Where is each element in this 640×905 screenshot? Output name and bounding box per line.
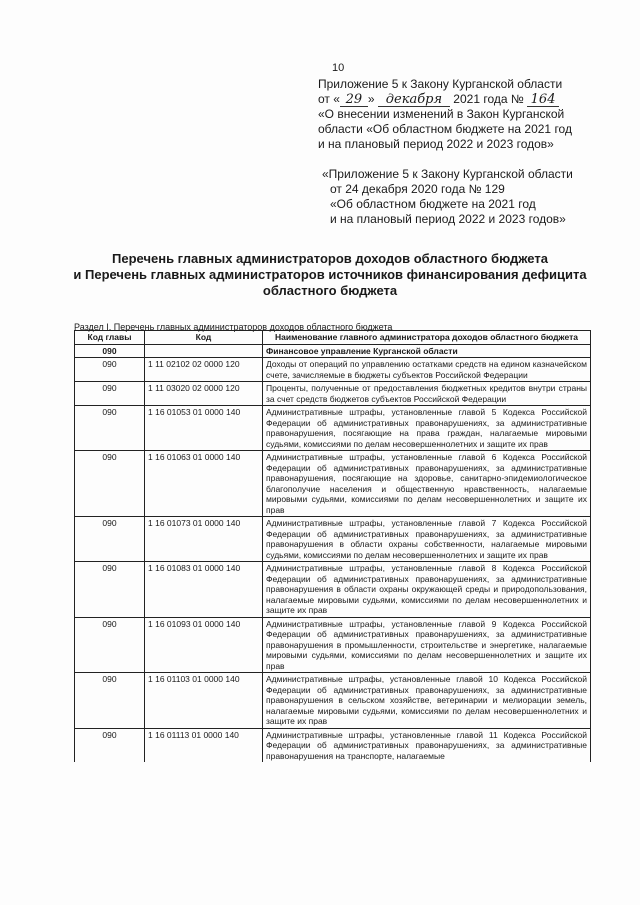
cell-chapter: 090 xyxy=(75,673,145,729)
table-row xyxy=(75,344,591,358)
cell-code: 1 16 01093 01 0000 140 xyxy=(145,617,263,673)
title-line-1: Перечень главных администраторов доходов областного бюджета xyxy=(112,251,548,266)
handwritten-month: декабря xyxy=(378,94,450,107)
cell-name: Административные штрафы, установленные главой 11 Кодекса Российской Федерации об административных правонарушениях, за административные правонарушения на транспорте, налагаемые xyxy=(263,728,591,762)
cell-name: Административные штрафы, установленные главой 9 Кодекса Российской Федерации об административных правонарушениях, за административные правонарушения в промышленности, строительстве и энергетике, налагаемые мировыми судьями, комиссиями по делам несовершеннолетних и защите их прав xyxy=(263,617,591,673)
cell-name: Административные штрафы, установленные главой 10 Кодекса Российской Федерации об административных правонарушениях, за административные правонарушения в сельском хозяйстве, ветеринарии и мелиорации земель, налагаемые мировыми судьями, комиссиями по делам несовершеннолетних и защите их прав xyxy=(263,673,591,729)
previous-line-4: и на плановый период 2022 и 2023 годов» xyxy=(330,212,566,226)
cell-chapter: 090 xyxy=(75,617,145,673)
table-row xyxy=(75,617,591,673)
appendix-line-4: области «Об областном бюджете на 2021 год xyxy=(318,122,572,136)
header-name: Наименование главного администратора доходов областного бюджета xyxy=(263,331,591,345)
from-prefix: от « xyxy=(318,92,340,106)
table-row xyxy=(75,517,591,562)
cell-code: 1 16 01083 01 0000 140 xyxy=(145,562,263,618)
cell-code: 1 11 02102 02 0000 120 xyxy=(145,358,263,382)
title-line-3: областного бюджета xyxy=(262,283,398,298)
year-text: 2021 года № xyxy=(453,92,524,106)
table-row xyxy=(75,406,591,451)
cell-chapter: 090 xyxy=(75,451,145,517)
table-row xyxy=(75,728,591,762)
title-line-2: и Перечень главных администраторов источников финансирования дефицита xyxy=(73,267,587,282)
header-chapter-code: Код главы xyxy=(75,331,145,345)
cell-name: Финансовое управление Курганской области xyxy=(263,344,591,358)
handwritten-number: 164 xyxy=(527,94,559,107)
cell-code: 1 16 01053 01 0000 140 xyxy=(145,406,263,451)
cell-chapter: 090 xyxy=(75,728,145,762)
administrators-table xyxy=(74,330,591,762)
cell-chapter: 090 xyxy=(75,344,145,358)
document-title xyxy=(60,251,600,299)
table-row xyxy=(75,562,591,618)
from-mid: » xyxy=(367,92,375,106)
appendix-line-5: и на плановый период 2022 и 2023 годов» xyxy=(318,137,554,151)
page-number: 10 xyxy=(332,62,345,74)
cell-name: Проценты, полученные от предоставления бюджетных кредитов внутри страны за счет средств бюджетов субъектов Российской Федерации xyxy=(263,382,591,406)
cell-code: 1 16 01063 01 0000 140 xyxy=(145,451,263,517)
previous-line-2: от 24 декабря 2020 года № 129 xyxy=(330,182,505,196)
cell-code xyxy=(145,344,263,358)
previous-appendix xyxy=(322,167,620,227)
cell-chapter: 090 xyxy=(75,406,145,451)
cell-code: 1 11 03020 02 0000 120 xyxy=(145,382,263,406)
cell-name: Административные штрафы, установленные главой 7 Кодекса Российской Федерации об административных правонарушениях, за административные правонарушения в области охраны собственности, налагаемые мировыми судьями, комиссиями по делам несовершеннолетних и защите их прав xyxy=(263,517,591,562)
table-row xyxy=(75,673,591,729)
appendix-line-3: «О внесении изменений в Закон Курганской xyxy=(318,107,565,121)
table-row xyxy=(75,358,591,382)
handwritten-day: 29 xyxy=(340,94,368,107)
cell-chapter: 090 xyxy=(75,517,145,562)
table-row xyxy=(75,382,591,406)
cell-chapter: 090 xyxy=(75,358,145,382)
cell-name: Доходы от операций по управлению остатками средств на едином казначейском счете, зачисляемые в бюджеты субъектов Российской Федерации xyxy=(263,358,591,382)
cell-code: 1 16 01073 01 0000 140 xyxy=(145,517,263,562)
header-code: Код xyxy=(145,331,263,345)
cell-name: Административные штрафы, установленные главой 5 Кодекса Российской Федерации об административных правонарушениях, за административные правонарушения, посягающие на права граждан, налагаемые мировыми судьями, комиссиями по делам несовершеннолетних и защите их прав xyxy=(263,406,591,451)
table-header-row xyxy=(75,331,591,345)
cell-name: Административные штрафы, установленные главой 6 Кодекса Российской Федерации об административных правонарушениях, за административные правонарушения, посягающие на здоровье, санитарно-эпидемиологическое благополучие населения и общественную нравственность, налагаемые мировыми судьями, комиссиями по делам несовершеннолетних и защите их прав xyxy=(263,451,591,517)
cell-chapter: 090 xyxy=(75,382,145,406)
cell-chapter: 090 xyxy=(75,562,145,618)
appendix-line-1: Приложение 5 к Закону Курганской области xyxy=(318,77,563,91)
previous-line-1: «Приложение 5 к Закону Курганской области xyxy=(322,167,573,181)
previous-line-3: «Об областном бюджете на 2021 год xyxy=(330,197,536,211)
table-row xyxy=(75,451,591,517)
cell-name: Административные штрафы, установленные главой 8 Кодекса Российской Федерации об административных правонарушениях, за административные правонарушения в области охраны окружающей среды и природопользования, налагаемые мировыми судьями, комиссиями по делам несовершеннолетних и защите их прав xyxy=(263,562,591,618)
appendix-header xyxy=(318,77,618,152)
cell-code: 1 16 01103 01 0000 140 xyxy=(145,673,263,729)
section-label: Раздел I. Перечень главных администраторов доходов областного бюджета xyxy=(74,322,393,332)
appendix-date-line xyxy=(318,92,618,107)
cell-code: 1 16 01113 01 0000 140 xyxy=(145,728,263,762)
